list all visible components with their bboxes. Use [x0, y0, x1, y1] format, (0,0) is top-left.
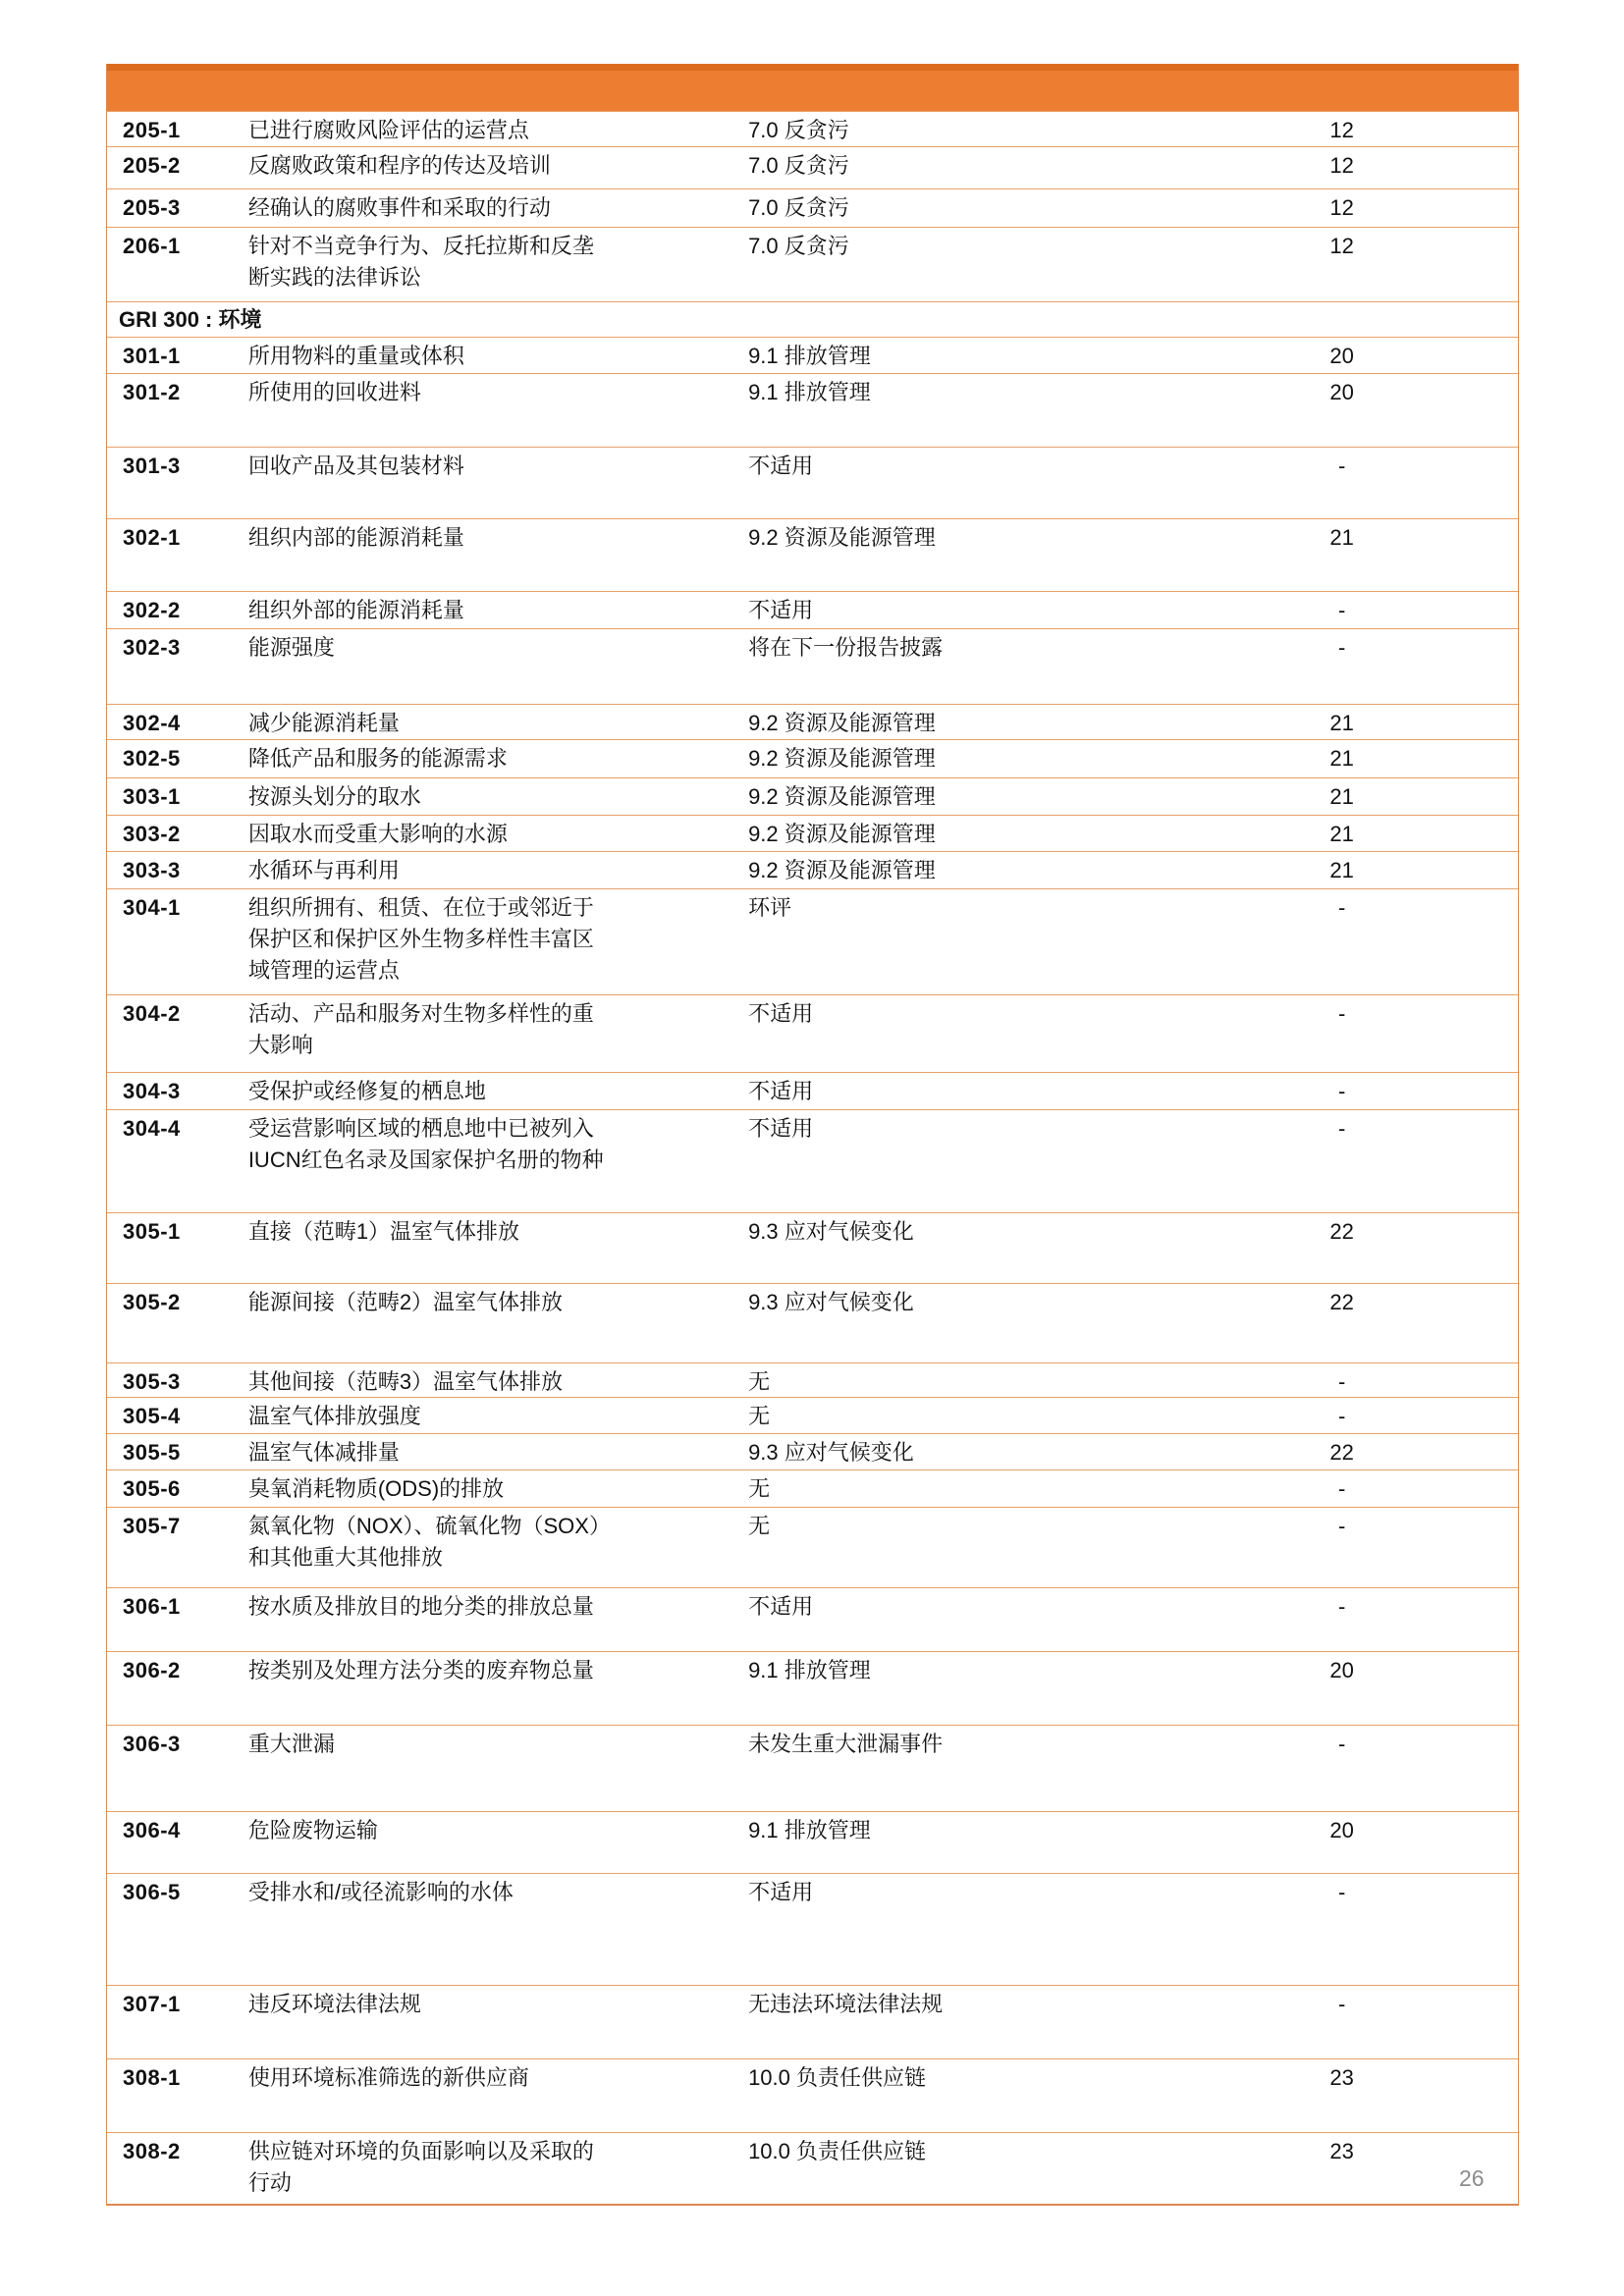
row-description-text: 受保护或经修复的栖息地 — [247, 1079, 486, 1103]
row-description — [248, 1652, 748, 1686]
row-page: 20 — [1329, 380, 1354, 404]
row-page: 21 — [1329, 784, 1354, 809]
row-reference: 7.0 反贪污 — [748, 153, 849, 178]
row-description — [248, 1726, 748, 1760]
table-row — [107, 815, 1518, 851]
table-row — [107, 1072, 1518, 1109]
row-description — [248, 1874, 748, 1908]
row-description — [248, 2133, 748, 2199]
table-row — [107, 628, 1518, 704]
table-row — [107, 1433, 1518, 1469]
row-page: - — [1338, 635, 1346, 660]
row-description-text: 针对不当竞争行为、反托拉斯和反垄断实践的法律诉讼 — [247, 234, 594, 290]
row-description-text: 受运营影响区域的栖息地中已被列入IUCN红色名录及国家保护名册的物种 — [247, 1116, 604, 1172]
row-code: 205-2 — [123, 153, 181, 178]
row-description — [248, 1284, 748, 1318]
row-description-text: 按水质及排放目的地分类的排放总量 — [247, 1594, 594, 1619]
row-page: 12 — [1329, 153, 1354, 178]
row-code: 301-1 — [123, 344, 181, 368]
table-row — [107, 373, 1518, 447]
row-page: - — [1338, 1732, 1346, 1756]
table-row — [107, 994, 1518, 1072]
row-page: - — [1338, 454, 1346, 478]
row-code: 301-3 — [123, 454, 181, 478]
table-row — [107, 1362, 1518, 1397]
row-reference: 不适用 — [748, 1594, 814, 1619]
table-row — [107, 1212, 1518, 1283]
row-description-text: 能源强度 — [247, 635, 335, 660]
row-page: 21 — [1329, 822, 1354, 846]
gri-index-table — [106, 64, 1519, 2206]
row-description-text: 重大泄漏 — [247, 1732, 335, 1756]
row-reference: 9.2 资源及能源管理 — [748, 822, 936, 846]
row-description — [248, 1508, 748, 1574]
row-description-text: 所使用的回收进料 — [247, 380, 421, 404]
row-page: - — [1338, 1476, 1346, 1501]
table-row — [107, 146, 1518, 188]
row-page: 20 — [1329, 344, 1354, 368]
row-page: - — [1338, 1404, 1346, 1428]
row-code: 306-5 — [123, 1880, 181, 1904]
row-description-text: 温室气体排放强度 — [247, 1404, 421, 1428]
row-reference: 无 — [748, 1476, 771, 1501]
table-row — [107, 1985, 1518, 2058]
row-page: 23 — [1329, 2065, 1354, 2090]
table-row — [107, 1873, 1518, 1985]
row-description — [248, 228, 748, 294]
row-reference: 9.1 排放管理 — [748, 380, 871, 404]
row-description — [248, 2059, 748, 2094]
row-reference: 9.3 应对气候变化 — [748, 1290, 914, 1314]
table-row — [107, 1283, 1518, 1362]
row-code: 304-4 — [123, 1116, 181, 1141]
row-reference: 9.2 资源及能源管理 — [748, 784, 936, 809]
row-description-text: 已进行腐败风险评估的运营点 — [247, 118, 529, 142]
row-description-text: 使用环境标准筛选的新供应商 — [247, 2065, 529, 2090]
row-page: 20 — [1329, 1658, 1354, 1682]
table-row — [107, 704, 1518, 739]
row-description — [248, 1110, 748, 1176]
row-reference: 9.1 排放管理 — [748, 1818, 871, 1842]
row-reference: 将在下一份报告披露 — [748, 635, 944, 660]
row-description — [248, 740, 748, 774]
row-reference: 不适用 — [748, 1079, 814, 1103]
row-code: 306-1 — [123, 1594, 181, 1619]
row-code: 302-1 — [123, 525, 181, 550]
row-reference: 7.0 反贪污 — [748, 118, 849, 142]
table-row — [107, 447, 1518, 518]
row-code: 305-4 — [123, 1404, 181, 1428]
row-code: 304-1 — [123, 895, 181, 920]
row-reference: 9.2 资源及能源管理 — [748, 525, 936, 550]
table-row — [107, 739, 1518, 777]
table-row — [107, 1651, 1518, 1725]
row-reference: 无违法环境法律法规 — [748, 1992, 944, 2016]
row-page: 21 — [1329, 711, 1354, 735]
row-description — [248, 374, 748, 408]
row-page: - — [1338, 1880, 1346, 1904]
row-description-text: 组织内部的能源消耗量 — [247, 525, 464, 550]
table-row — [107, 1109, 1518, 1212]
row-description-text: 减少能源消耗量 — [247, 711, 400, 735]
table-row — [107, 337, 1518, 373]
row-page: 21 — [1329, 525, 1354, 550]
row-description — [248, 1470, 748, 1505]
row-description-text: 组织所拥有、租赁、在位于或邻近于保护区和保护区外生物多样性丰富区域管理的运营点 — [247, 895, 594, 983]
row-description-text: 反腐败政策和程序的传达及培训 — [247, 153, 551, 178]
row-reference: 未发生重大泄漏事件 — [748, 1732, 944, 1756]
row-reference: 不适用 — [748, 454, 814, 478]
table-row — [107, 591, 1518, 628]
row-page: - — [1338, 1594, 1346, 1619]
table-row — [107, 1507, 1518, 1587]
row-description — [248, 592, 748, 626]
row-page: 12 — [1329, 234, 1354, 258]
row-description — [248, 1398, 748, 1432]
table-row — [107, 2132, 1518, 2204]
row-description-text: 回收产品及其包装材料 — [247, 454, 464, 478]
table-header-band — [107, 64, 1518, 111]
row-page: - — [1338, 598, 1346, 622]
row-description-text: 能源间接（范畴2）温室气体排放 — [247, 1290, 564, 1314]
row-reference: 9.3 应对气候变化 — [748, 1440, 914, 1465]
row-description — [248, 852, 748, 886]
table-row — [107, 518, 1518, 591]
row-description — [248, 189, 748, 224]
row-page: - — [1338, 895, 1346, 920]
table-row — [107, 2058, 1518, 2132]
row-page: 20 — [1329, 1818, 1354, 1842]
row-description-text: 危险废物运输 — [247, 1818, 378, 1842]
row-description — [248, 112, 748, 146]
row-description-text: 活动、产品和服务对生物多样性的重大影响 — [247, 1001, 594, 1057]
row-code: 205-1 — [123, 118, 181, 142]
row-reference: 10.0 负责任供应链 — [748, 2139, 926, 2163]
row-code: 301-2 — [123, 380, 181, 404]
table-row — [107, 1397, 1518, 1433]
row-description-text: 受排水和/或径流影响的水体 — [247, 1880, 514, 1904]
row-description — [248, 448, 748, 482]
table-rows — [107, 111, 1518, 2204]
row-code: 206-1 — [123, 234, 181, 258]
row-page: - — [1338, 1079, 1346, 1103]
row-code: 305-3 — [123, 1369, 181, 1394]
row-page: - — [1338, 1992, 1346, 2016]
row-code: 304-2 — [123, 1001, 181, 1026]
row-code: 302-2 — [123, 598, 181, 622]
row-description-text: 所用物料的重量或体积 — [247, 344, 464, 368]
row-description — [248, 995, 748, 1061]
table-row — [107, 888, 1518, 994]
row-description-text: 降低产品和服务的能源需求 — [247, 746, 508, 771]
row-page: - — [1338, 1001, 1346, 1026]
row-description — [248, 705, 748, 739]
row-code: 305-7 — [123, 1514, 181, 1538]
row-page: 23 — [1329, 2139, 1354, 2163]
row-reference: 9.1 排放管理 — [748, 1658, 871, 1682]
row-description-text: 组织外部的能源消耗量 — [247, 598, 464, 622]
row-description — [248, 1812, 748, 1846]
row-page: 22 — [1329, 1290, 1354, 1314]
table-row — [107, 111, 1518, 146]
row-reference: 环评 — [748, 895, 792, 920]
row-reference: 9.1 排放管理 — [748, 344, 871, 368]
row-code: 306-3 — [123, 1732, 181, 1756]
row-code: 305-1 — [123, 1219, 181, 1244]
table-row — [107, 1587, 1518, 1651]
row-description — [248, 1434, 748, 1468]
row-description-text: 臭氧消耗物质(ODS)的排放 — [247, 1476, 505, 1501]
row-page: 22 — [1329, 1219, 1354, 1244]
table-row — [107, 1811, 1518, 1873]
row-description-text: 氮氧化物（NOX）、硫氧化物（SOX）和其他重大其他排放 — [247, 1514, 611, 1570]
section-row — [107, 301, 1518, 337]
table-row — [107, 1469, 1518, 1507]
row-description-text: 按源头划分的取水 — [247, 784, 421, 809]
row-description — [248, 1213, 748, 1248]
row-code: 306-4 — [123, 1818, 181, 1842]
row-description-text: 温室气体减排量 — [247, 1440, 400, 1465]
row-code: 306-2 — [123, 1658, 181, 1682]
row-reference: 无 — [748, 1404, 771, 1428]
row-reference: 不适用 — [748, 598, 814, 622]
row-reference: 7.0 反贪污 — [748, 234, 849, 258]
row-reference: 10.0 负责任供应链 — [748, 2065, 926, 2090]
row-page: - — [1338, 1369, 1346, 1394]
row-reference: 7.0 反贪污 — [748, 195, 849, 220]
row-description — [248, 147, 748, 182]
table-row — [107, 1725, 1518, 1811]
row-code: 305-2 — [123, 1290, 181, 1314]
row-code: 302-5 — [123, 746, 181, 771]
row-code: 307-1 — [123, 1992, 181, 2016]
row-reference: 9.3 应对气候变化 — [748, 1219, 914, 1244]
row-page: 21 — [1329, 858, 1354, 882]
table-row — [107, 777, 1518, 815]
row-code: 302-4 — [123, 711, 181, 735]
row-description-text: 供应链对环境的负面影响以及采取的行动 — [247, 2139, 594, 2195]
row-code: 303-3 — [123, 858, 181, 882]
row-reference: 不适用 — [748, 1001, 814, 1026]
row-code: 305-6 — [123, 1476, 181, 1501]
row-description-text: 因取水而受重大影响的水源 — [247, 822, 508, 846]
table-row — [107, 188, 1518, 227]
row-description-text: 按类别及处理方法分类的废弃物总量 — [247, 1658, 594, 1682]
section-label: GRI 300 : 环境 — [119, 307, 262, 332]
row-page: 22 — [1329, 1440, 1354, 1465]
row-code: 303-1 — [123, 784, 181, 809]
row-description-text: 违反环境法律法规 — [247, 1992, 421, 2016]
row-description — [248, 1588, 748, 1623]
row-description-text: 水循环与再利用 — [247, 858, 400, 882]
row-description — [248, 778, 748, 813]
row-code: 308-1 — [123, 2065, 181, 2090]
row-code: 308-2 — [123, 2139, 181, 2163]
row-description — [248, 889, 748, 987]
table-row — [107, 227, 1518, 301]
row-description — [248, 1073, 748, 1107]
row-page: 21 — [1329, 746, 1354, 771]
row-page: - — [1338, 1514, 1346, 1538]
row-code: 302-3 — [123, 635, 181, 660]
table-row — [107, 851, 1518, 888]
page-number-footer: 26 — [1459, 2165, 1485, 2191]
row-page: 12 — [1329, 118, 1354, 142]
row-description — [248, 629, 748, 664]
row-description-text: 其他间接（范畴3）温室气体排放 — [247, 1369, 564, 1394]
row-reference: 不适用 — [748, 1116, 814, 1141]
row-reference: 9.2 资源及能源管理 — [748, 858, 936, 882]
row-reference: 无 — [748, 1369, 771, 1394]
row-description — [248, 1363, 748, 1398]
row-code: 305-5 — [123, 1440, 181, 1465]
row-reference: 9.2 资源及能源管理 — [748, 746, 936, 771]
row-code: 205-3 — [123, 195, 181, 220]
row-reference: 不适用 — [748, 1880, 814, 1904]
row-page: 12 — [1329, 195, 1354, 220]
row-code: 303-2 — [123, 822, 181, 846]
row-reference: 无 — [748, 1514, 771, 1538]
row-description — [248, 519, 748, 554]
row-page: - — [1338, 1116, 1346, 1141]
row-description-text: 直接（范畴1）温室气体排放 — [247, 1219, 520, 1244]
row-reference: 9.2 资源及能源管理 — [748, 711, 936, 735]
row-code: 304-3 — [123, 1079, 181, 1103]
row-description — [248, 338, 748, 372]
row-description — [248, 816, 748, 850]
row-description — [248, 1986, 748, 2020]
row-description-text: 经确认的腐败事件和采取的行动 — [247, 195, 551, 220]
